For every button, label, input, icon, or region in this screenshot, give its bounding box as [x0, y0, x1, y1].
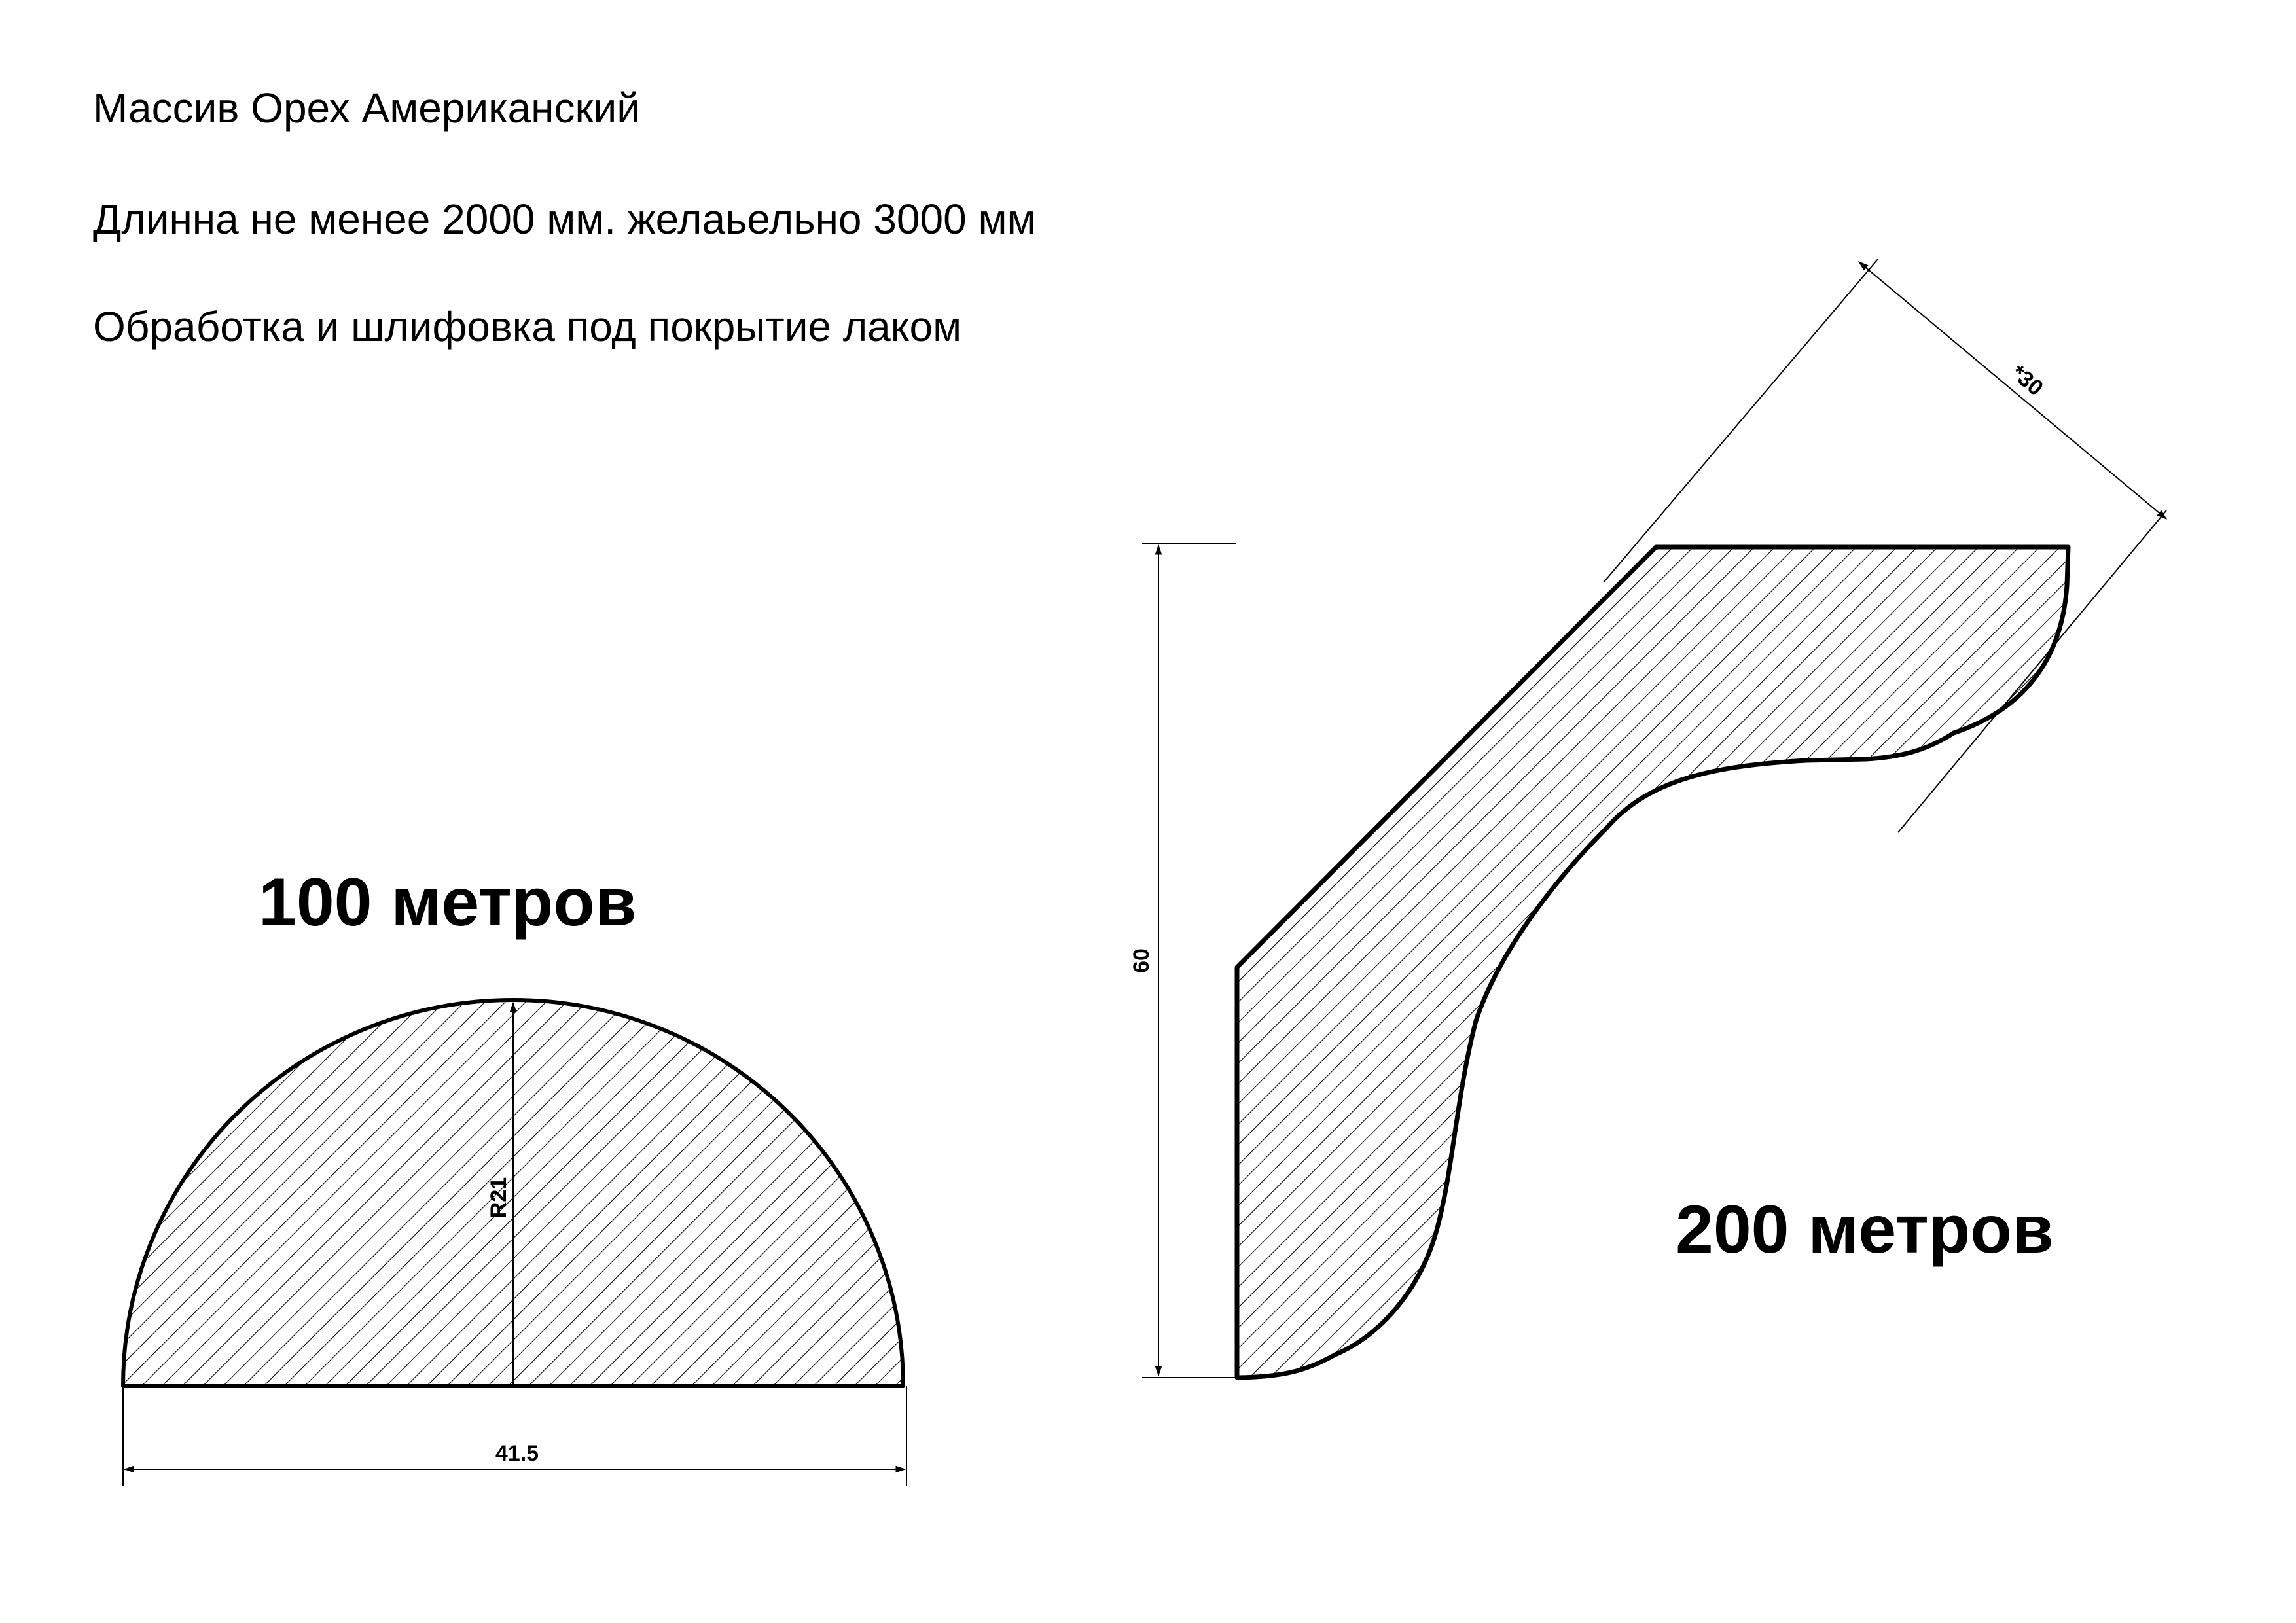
width-label: 41.5 [495, 1441, 539, 1466]
radius-label: R21 [486, 1177, 511, 1219]
material-note: Массив Орех Американский [93, 84, 640, 132]
depth-dimension-line [1859, 262, 2166, 519]
finish-note: Обработка и шлифовка под покрытие лаком [93, 303, 962, 350]
cornice-quantity: 200 метров [1676, 1192, 2054, 1268]
depth-label: *30 [2006, 360, 2048, 401]
height-label: 60 [1129, 948, 1154, 973]
half-round-quantity: 100 метров [259, 865, 637, 940]
length-note: Длинна не менее 2000 мм. желаьельно 3000 мм [93, 196, 1036, 243]
depth-extension-top [1604, 259, 1878, 582]
half-round-profile [123, 1000, 906, 1486]
